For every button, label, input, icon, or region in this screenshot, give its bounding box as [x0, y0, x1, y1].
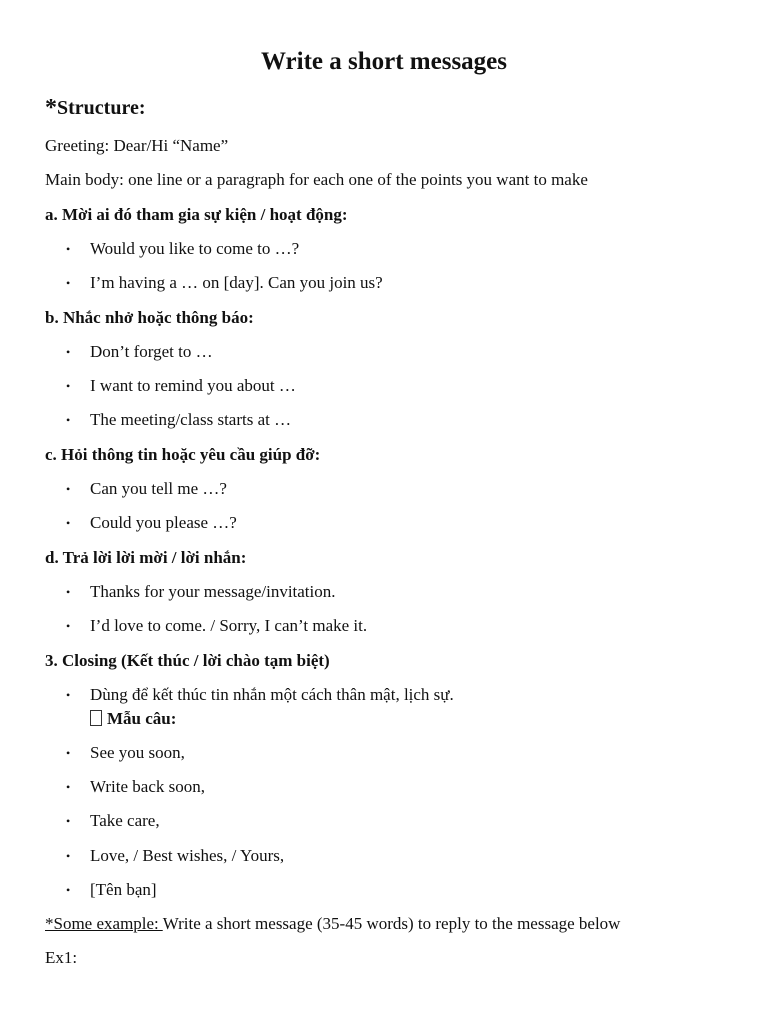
bullet-icon: •	[66, 516, 71, 530]
section-a-heading: a. Mời ai đó tham gia sự kiện / hoạt động:	[45, 205, 348, 224]
bullet-icon: •	[66, 814, 71, 828]
bullet-icon: •	[66, 482, 71, 496]
list-item-text: Would you like to come to …?	[90, 239, 300, 258]
example-line	[45, 912, 620, 936]
example-label: *Some example:	[45, 914, 163, 933]
bullet-icon: •	[66, 883, 71, 897]
list-item	[66, 340, 213, 364]
list-item-text: I’d love to come. / Sorry, I can’t make it.	[90, 616, 368, 635]
list-item	[66, 844, 284, 868]
sample-label	[90, 707, 176, 731]
list-item-text: The meeting/class starts at …	[90, 410, 292, 429]
list-item	[66, 775, 205, 799]
bullet-icon: •	[66, 780, 71, 794]
list-item	[66, 741, 185, 765]
bullet-icon: •	[66, 276, 71, 290]
list-item-text: Write back soon,	[90, 777, 205, 796]
list-item	[66, 477, 227, 501]
list-item	[66, 408, 291, 432]
list-item-text: Don’t forget to …	[90, 342, 213, 361]
list-item-text: I’m having a … on [day]. Can you join us?	[90, 273, 383, 292]
list-item-text: Could you please …?	[90, 513, 237, 532]
structure-label: Structure:	[57, 97, 146, 119]
list-item	[66, 374, 296, 398]
list-item	[66, 878, 157, 902]
list-item-text: [Tên bạn]	[90, 880, 157, 899]
page-title: Write a short messages	[260, 48, 508, 75]
greeting-line: Greeting: Dear/Hi “Name”	[45, 136, 229, 155]
ex1-label: Ex1:	[45, 948, 78, 967]
list-item-text: Thanks for your message/invitation.	[90, 582, 336, 601]
sample-label-text: Mẫu câu:	[107, 709, 177, 728]
list-item-text: Can you tell me …?	[90, 479, 227, 498]
list-item-text: See you soon,	[90, 743, 185, 762]
bullet-icon: •	[66, 379, 71, 393]
list-item	[66, 614, 367, 638]
structure-star: *	[45, 95, 57, 121]
list-item	[66, 580, 336, 604]
bullet-icon: •	[66, 345, 71, 359]
example-text: Write a short message (35-45 words) to reply to the message below	[162, 914, 621, 933]
list-item	[66, 511, 237, 535]
list-item-text: I want to remind you about …	[90, 376, 296, 395]
section-b-heading: b. Nhắc nhở hoặc thông báo:	[45, 308, 254, 327]
checkbox-glyph-icon	[90, 710, 102, 726]
bullet-icon: •	[66, 746, 71, 760]
list-item-text: Love, / Best wishes, / Yours,	[90, 846, 285, 865]
bullet-icon: •	[66, 585, 71, 599]
bullet-icon: •	[66, 688, 71, 702]
list-item-text: Dùng để kết thúc tin nhắn một cách thân mật, lịch sự.	[90, 685, 454, 704]
list-item-text: Take care,	[90, 811, 160, 830]
bullet-icon: •	[66, 849, 71, 863]
structure-heading	[45, 94, 146, 122]
list-item	[66, 683, 454, 707]
bullet-icon: •	[66, 619, 71, 633]
section-d-heading: d. Trả lời lời mời / lời nhắn:	[45, 548, 247, 567]
bullet-icon: •	[66, 242, 71, 256]
bullet-icon: •	[66, 413, 71, 427]
section-c-heading: c. Hỏi thông tin hoặc yêu cầu giúp đỡ:	[45, 445, 321, 464]
main-body-line: Main body: one line or a paragraph for each one of the points you want to make	[45, 170, 588, 189]
list-item	[66, 237, 299, 261]
closing-heading: 3. Closing (Kết thúc / lời chào tạm biệt)	[45, 651, 330, 670]
list-item	[66, 809, 160, 833]
list-item	[66, 271, 383, 295]
